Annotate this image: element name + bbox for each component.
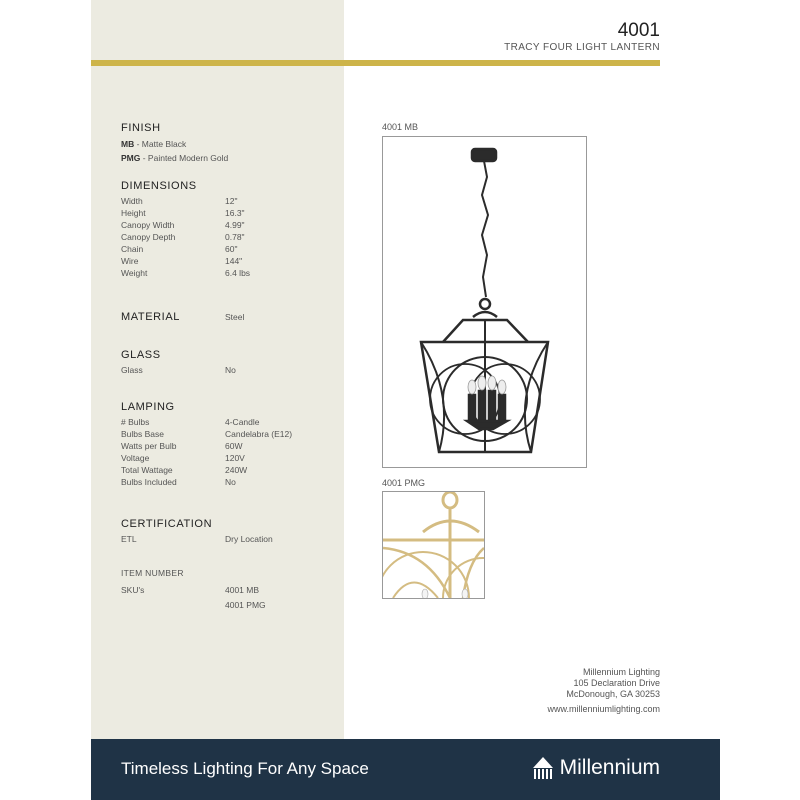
glass-section	[121, 349, 341, 376]
finish-title: FINISH	[121, 122, 161, 134]
sku-row: 4001 PMG	[225, 600, 266, 610]
material-section	[121, 311, 341, 323]
image-label-pmg: 4001 PMG	[382, 478, 426, 488]
product-number: 4001	[617, 20, 660, 41]
spec-row: Bulbs Included No	[121, 477, 236, 487]
spec-row: Height 16.3"	[121, 208, 245, 218]
product-name: TRACY FOUR LIGHT LANTERN	[504, 42, 660, 53]
spec-row: Watts per Bulb 60W	[121, 441, 243, 451]
brand-name: Millennium	[559, 756, 660, 779]
spec-row: Weight 6.4 lbs	[121, 268, 251, 278]
image-label-mb: 4001 MB	[382, 122, 419, 132]
lamping-title: LAMPING	[121, 401, 175, 413]
spec-row: Chain 60"	[121, 244, 238, 254]
spec-row: ETL Dry Location	[121, 534, 273, 544]
footer-tagline: Timeless Lighting For Any Space	[121, 759, 369, 778]
company-name: Millennium Lighting	[582, 667, 660, 677]
spec-row: Wire 144"	[121, 256, 243, 266]
spec-row: # Bulbs 4-Candle	[121, 417, 260, 427]
product-image-mb	[382, 136, 587, 468]
spec-row: Glass No	[121, 365, 236, 375]
spec-row: Voltage 120V	[121, 453, 245, 463]
footer-banner	[91, 739, 720, 800]
item-number-section	[121, 568, 341, 612]
material-value: Steel	[225, 312, 245, 322]
dimensions-section	[121, 180, 341, 279]
product-image-pmg	[382, 491, 485, 599]
certification-title: CERTIFICATION	[121, 518, 213, 530]
spec-row: Bulbs Base Candelabra (E12)	[121, 429, 293, 439]
dimensions-title: DIMENSIONS	[121, 180, 197, 192]
gold-divider	[91, 60, 660, 66]
glass-title: GLASS	[121, 349, 161, 361]
finish-item: PMG - Painted Modern Gold	[121, 153, 229, 163]
website-link[interactable]: www.millenniumlighting.com	[547, 704, 660, 714]
millennium-logo-icon	[532, 756, 554, 780]
city-state-zip: McDonough, GA 30253	[566, 689, 660, 699]
street-address: 105 Declaration Drive	[573, 678, 660, 688]
lantern-mb-drawing	[383, 137, 586, 467]
certification-section	[121, 518, 341, 545]
item-number-title: ITEM NUMBER	[121, 568, 184, 578]
finish-item: MB - Matte Black	[121, 139, 187, 149]
material-title: MATERIAL	[121, 311, 180, 323]
brand-logo	[532, 756, 660, 780]
lamping-section	[121, 401, 341, 488]
spec-row: Canopy Depth 0.78"	[121, 232, 245, 242]
sku-row: SKU's 4001 MB	[121, 585, 260, 595]
spec-row: Canopy Width 4.99"	[121, 220, 245, 230]
spec-row: Width 12"	[121, 196, 238, 206]
spec-row: Total Wattage 240W	[121, 465, 248, 475]
finish-section	[121, 122, 341, 165]
company-address	[566, 667, 660, 700]
lantern-pmg-detail	[383, 492, 484, 598]
